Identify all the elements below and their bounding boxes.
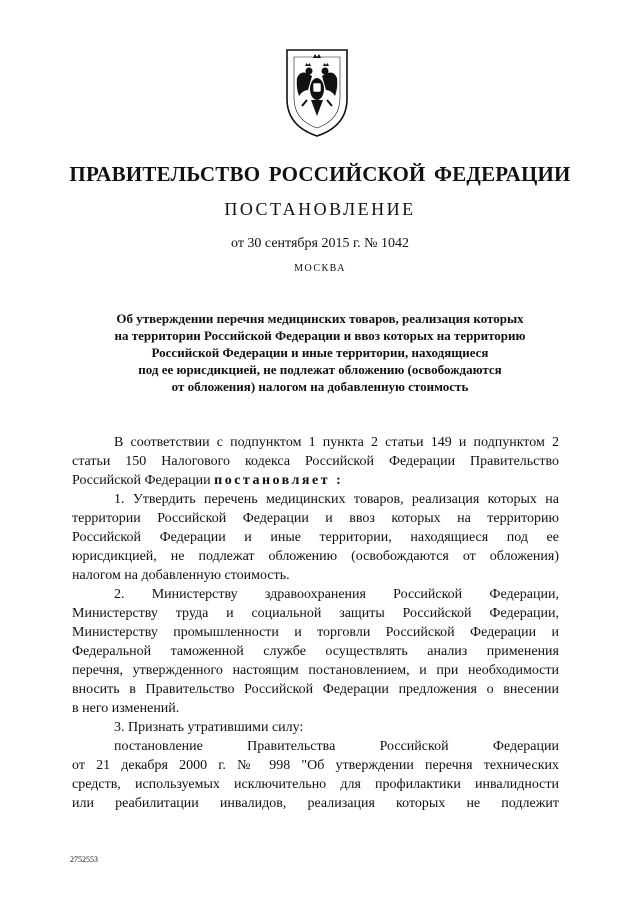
item-3-line: 3. Признать утратившими силу: — [114, 720, 304, 735]
item-1-line: налогом на добавленную стоимость. — [72, 568, 290, 583]
title-line: на территории Российской Федерации и ввоз которых на территорию — [114, 328, 526, 343]
item-2-line: Министерству труда и социальной защиты Российской Федерации, — [72, 606, 559, 621]
body-text: Российской Федерации — [72, 473, 215, 488]
organization-name: ПРАВИТЕЛЬСТВО РОССИЙСКОЙ ФЕДЕРАЦИИ — [69, 162, 571, 186]
item-2-line: перечня, утвержденного настоящим постановлением, и при необходимости — [72, 663, 559, 678]
item-2-line: вносить в Правительство Российской Федерации предложения о внесении — [72, 682, 559, 697]
item-1-line: территории Российской Федерации и ввоз которых на территорию — [72, 511, 559, 526]
body-line: В соответствии с подпунктом 1 пункта 2 статьи 149 и подпунктом 2 — [114, 435, 559, 450]
city: МОСКВА — [294, 263, 346, 274]
page-identifier: 2752553 — [70, 855, 98, 864]
title-line: от обложения) налогом на добавленную стоимость — [171, 379, 469, 394]
title-line: Об утверждении перечня медицинских товаров, реализация которых — [116, 311, 524, 326]
coat-of-arms-icon — [277, 44, 357, 139]
resolves-word: постановляет : — [214, 473, 344, 488]
item-2-line: в него изменений. — [72, 701, 180, 716]
item-2-line: Федеральной таможенной службе осуществлять анализ применения — [72, 644, 559, 659]
document-title — [60, 310, 580, 395]
item-3-sub-line: средств, используемых исключительно для профилактики инвалидности — [72, 777, 559, 792]
body-line — [72, 471, 559, 490]
item-3-sub-line: от 21 декабря 2000 г. № 998 "Об утверждении перечня технических — [72, 758, 559, 773]
item-2-line: 2. Министерству здравоохранения Российской Федерации, — [114, 587, 559, 602]
item-1-line: 1. Утвердить перечень медицинских товаров, реализация которых на — [114, 492, 559, 507]
item-1-line: Российской Федерации и иные территории, находящиеся под ее — [72, 530, 559, 545]
document-body — [72, 433, 559, 813]
item-3-sub-line: постановление Правительства Российской Федерации — [114, 739, 559, 754]
title-line: под ее юрисдикцией, не подлежат обложению (освобождаются — [138, 362, 502, 377]
item-1-line: юрисдикцией, не подлежат обложению (освобождаются от обложения) — [72, 549, 559, 564]
item-2-line: Министерству промышленности и торговли Российской Федерации и — [72, 625, 559, 640]
document-type: ПОСТАНОВЛЕНИЕ — [224, 199, 416, 219]
date-and-number: от 30 сентября 2015 г. № 1042 — [231, 236, 409, 251]
body-line: статьи 150 Налогового кодекса Российской Федерации Правительство — [72, 454, 559, 469]
title-line: Российской Федерации и иные территории, находящиеся — [151, 345, 489, 360]
item-3-sub-line: или реабилитации инвалидов, реализация которых не подлежит — [72, 796, 559, 811]
